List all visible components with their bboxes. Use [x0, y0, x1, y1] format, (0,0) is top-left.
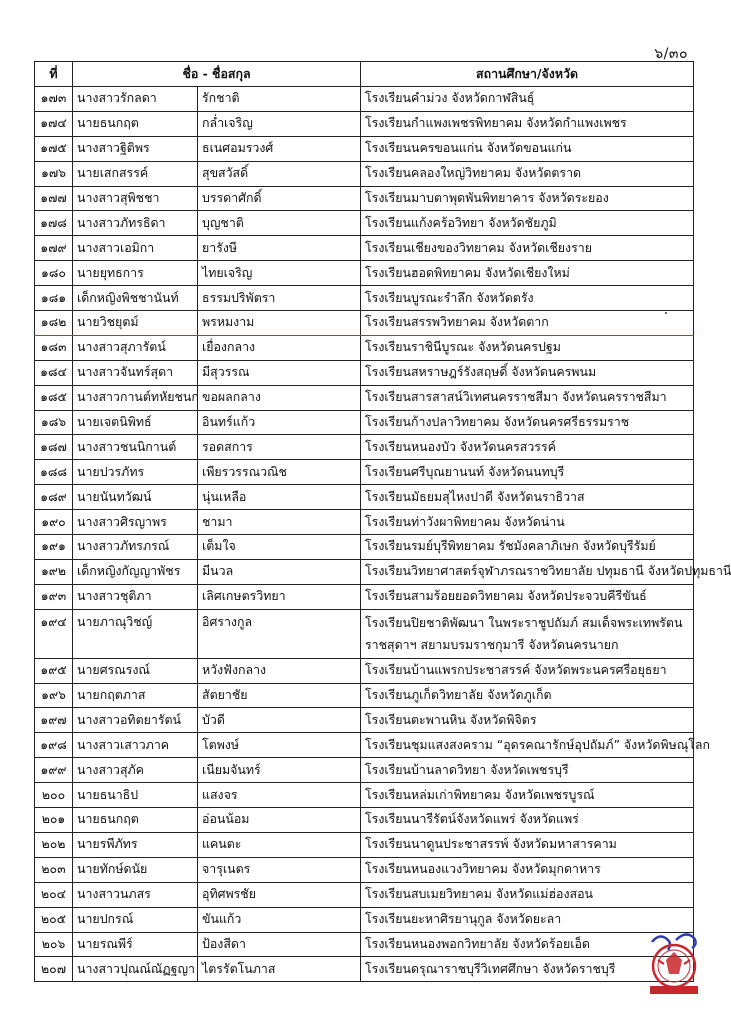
row-number: ๑๘๗	[35, 435, 73, 460]
school-province: โรงเรียนกำแพงเพชรพิทยาคม จังหวัดกำแพงเพชร	[361, 111, 694, 136]
school-province: โรงเรียนยะหาศิรยานุกูล จังหวัดยะลา	[361, 907, 694, 932]
row-number: ๑๘๔	[35, 360, 73, 385]
school-province: โรงเรียนภูเก็ตวิทยาลัย จังหวัดภูเก็ต	[361, 683, 694, 708]
student-name: นางสาวนภสร	[73, 882, 198, 907]
school-province: โรงเรียนคำม่วง จังหวัดกาฬสินธุ์	[361, 87, 694, 112]
student-surname: ธรรมปริพัตรา	[198, 286, 361, 311]
school-province: โรงเรียนมาบตาพุดพันพิทยาคาร จังหวัดระยอง	[361, 186, 694, 211]
student-name: นางสาวภัทรธิดา	[73, 211, 198, 236]
school-province: โรงเรียนชุมแสงสงคราม “อุดรคณารักษ์อุปถัมภ์” จังหวัดพิษณุโลก	[361, 733, 694, 758]
student-name: นางสาวเสาวภาค	[73, 733, 198, 758]
stray-mark	[665, 312, 667, 314]
row-number: ๑๘๒	[35, 311, 73, 336]
student-surname: ธเนศอมรวงศ์	[198, 136, 361, 161]
school-province: โรงเรียนสรรพวิทยาคม จังหวัดตาก	[361, 311, 694, 336]
student-name: นายธนกฤต	[73, 808, 198, 833]
student-surname: รักชาติ	[198, 87, 361, 112]
table-row	[35, 111, 694, 136]
table-row	[35, 211, 694, 236]
student-surname: อิศรางกูล	[198, 609, 361, 658]
student-surname: บุญชาติ	[198, 211, 361, 236]
student-name: นายรณพีร์	[73, 932, 198, 957]
student-surname: เต็มใจ	[198, 535, 361, 560]
school-province: โรงเรียนตะพานหิน จังหวัดพิจิตร	[361, 708, 694, 733]
school-province: โรงเรียนก้างปลาวิทยาคม จังหวัดนครศรีธรรมราช	[361, 410, 694, 435]
row-number: ๑๙๑	[35, 535, 73, 560]
student-surname: โตพงษ์	[198, 733, 361, 758]
table-row	[35, 758, 694, 783]
student-name: นายยุทธการ	[73, 261, 198, 286]
school-province: โรงเรียนสหราษฎร์รังสฤษดิ์ จังหวัดนครพนม	[361, 360, 694, 385]
student-surname: มีนวล	[198, 559, 361, 584]
student-surname: กล่ำเจริญ	[198, 111, 361, 136]
student-surname: อุทิศพรชัย	[198, 882, 361, 907]
student-surname: อินทร์แก้ว	[198, 410, 361, 435]
table-row	[35, 335, 694, 360]
student-surname: จารุเนตร	[198, 857, 361, 882]
school-province: โรงเรียนรมย์บุรีพิทยาคม รัชมังคลาภิเษก จังหวัดบุรีรัมย์	[361, 535, 694, 560]
school-province: โรงเรียนหล่มเก่าพิทยาคม จังหวัดเพชรบูรณ์	[361, 783, 694, 808]
row-number: ๑๘๕	[35, 385, 73, 410]
student-name: นางสาวฐิติพร	[73, 136, 198, 161]
student-surname: นุ่นเหลือ	[198, 485, 361, 510]
header-no: ที่	[35, 62, 73, 87]
row-number: ๑๙๔	[35, 609, 73, 658]
row-number: ๑๗๓	[35, 87, 73, 112]
table-row	[35, 485, 694, 510]
table-row	[35, 186, 694, 211]
student-surname: ไทยเจริญ	[198, 261, 361, 286]
student-name: นายธนกฤต	[73, 111, 198, 136]
table-row	[35, 808, 694, 833]
table-row	[35, 261, 694, 286]
school-province: โรงเรียนหนองพอกวิทยาลัย จังหวัดร้อยเอ็ด	[361, 932, 694, 957]
table-row	[35, 435, 694, 460]
table-row	[35, 882, 694, 907]
table-header-row	[35, 62, 694, 87]
student-name: นางสาวจันทร์สุดา	[73, 360, 198, 385]
student-name: นายเสกสรรค์	[73, 161, 198, 186]
student-name: นายกฤตภาส	[73, 683, 198, 708]
table-row	[35, 460, 694, 485]
school-province: โรงเรียนเชียงของวิทยาคม จังหวัดเชียงราย	[361, 236, 694, 261]
row-number: ๑๙๗	[35, 708, 73, 733]
table-row	[35, 535, 694, 560]
row-number: ๑๙๘	[35, 733, 73, 758]
table-row	[35, 360, 694, 385]
school-province: โรงเรียนนารีรัตน์จังหวัดแพร่ จังหวัดแพร่	[361, 808, 694, 833]
table-row	[35, 733, 694, 758]
student-surname: บัวดี	[198, 708, 361, 733]
header-school: สถานศึกษา/จังหวัด	[361, 62, 694, 87]
table-row	[35, 311, 694, 336]
table-row	[35, 857, 694, 882]
table-row	[35, 510, 694, 535]
student-surname: เยื่องกลาง	[198, 335, 361, 360]
school-province: โรงเรียนฮอดพิทยาคม จังหวัดเชียงใหม่	[361, 261, 694, 286]
table-row	[35, 708, 694, 733]
row-number: ๑๙๐	[35, 510, 73, 535]
header-name: ชื่อ - ชื่อสกุล	[73, 62, 361, 87]
page-number: ๖/๓๐	[654, 46, 688, 62]
table-row	[35, 584, 694, 609]
school-province: โรงเรียนหนองบัว จังหวัดนครสวรรค์	[361, 435, 694, 460]
school-province: โรงเรียนคลองใหญ่วิทยาคม จังหวัดตราด	[361, 161, 694, 186]
table-row	[35, 683, 694, 708]
student-name: นางสาวสุภัค	[73, 758, 198, 783]
student-surname: พรหมงาม	[198, 311, 361, 336]
student-name: นายธนาธิป	[73, 783, 198, 808]
student-surname: สุขสวัสดิ์	[198, 161, 361, 186]
table-row	[35, 957, 694, 982]
student-surname: แสงจร	[198, 783, 361, 808]
student-name: นางสาวเอมิกา	[73, 236, 198, 261]
row-number: ๑๘๖	[35, 410, 73, 435]
student-surname: เนียมจันทร์	[198, 758, 361, 783]
school-province: โรงเรียนบ้านแพรกประชาสรรค์ จังหวัดพระนครศรีอยุธยา	[361, 658, 694, 683]
row-number: ๑๗๗	[35, 186, 73, 211]
student-name: นายปวรภัทร	[73, 460, 198, 485]
school-province: โรงเรียนวิทยาศาสตร์จุฬาภรณราชวิทยาลัย ปทุมธานี จังหวัดปทุมธานี	[361, 559, 694, 584]
school-province: โรงเรียนบูรณะรำลึก จังหวัดตรัง	[361, 286, 694, 311]
row-number: ๑๘๘	[35, 460, 73, 485]
student-surname: เพียรวรรณวณิช	[198, 460, 361, 485]
table-row	[35, 286, 694, 311]
student-surname: ขอผลกลาง	[198, 385, 361, 410]
table-row	[35, 410, 694, 435]
row-number: ๑๗๘	[35, 211, 73, 236]
student-surname: เลิศเกษตรวิทยา	[198, 584, 361, 609]
student-surname: มีสุวรรณ	[198, 360, 361, 385]
student-name: นางสาวกานต์ทหัยชนก	[73, 385, 198, 410]
table-row	[35, 559, 694, 584]
student-name: นายนันทวัฒน์	[73, 485, 198, 510]
student-surname: แคนตะ	[198, 832, 361, 857]
student-name: เด็กหญิงพิชชานันท์	[73, 286, 198, 311]
student-roster-table	[34, 61, 731, 982]
row-number: ๑๗๙	[35, 236, 73, 261]
student-surname: อ่อนน้อม	[198, 808, 361, 833]
school-province: โรงเรียนราชินีบูรณะ จังหวัดนครปฐม	[361, 335, 694, 360]
student-surname: รอดสการ	[198, 435, 361, 460]
table-row	[35, 236, 694, 261]
row-number: ๑๗๕	[35, 136, 73, 161]
table-row	[35, 87, 694, 112]
row-number: ๑๘๐	[35, 261, 73, 286]
table-row	[35, 658, 694, 683]
student-name: นางสาวภัทรภรณ์	[73, 535, 198, 560]
student-name: นางสาวสุภารัตน์	[73, 335, 198, 360]
student-name: นายเจตนิพิทธ์	[73, 410, 198, 435]
table-row	[35, 161, 694, 186]
table-row	[35, 609, 694, 658]
school-province: โรงเรียนสารสาสน์วิเทศนครราชสีมา จังหวัดนครราชสีมา	[361, 385, 694, 410]
row-number: ๒๐๑	[35, 808, 73, 833]
student-name: นางสาวสุพิชชา	[73, 186, 198, 211]
table-row	[35, 932, 694, 957]
row-number: ๑๙๙	[35, 758, 73, 783]
school-province: โรงเรียนแก้งคร้อวิทยา จังหวัดชัยภูมิ	[361, 211, 694, 236]
student-name: นายศรณรงณ์	[73, 658, 198, 683]
school-province: โรงเรียนปิยชาติพัฒนา ในพระราชูปถัมภ์ สมเด็จพระเทพรัตนราชสุดาฯ สยามบรมราชกุมารี จังหวัดนครนายก	[361, 609, 694, 658]
row-number: ๑๙๖	[35, 683, 73, 708]
row-number: ๑๙๒	[35, 559, 73, 584]
student-name: เด็กหญิงกัญญาพัชร	[73, 559, 198, 584]
row-number: ๑๘๙	[35, 485, 73, 510]
row-number: ๑๙๓	[35, 584, 73, 609]
official-seal-stamp	[646, 930, 702, 996]
student-name: นายวิชยุตม์	[73, 311, 198, 336]
table-row	[35, 832, 694, 857]
student-surname: ไตรรัตโนภาส	[198, 957, 361, 982]
school-province: โรงเรียนนาดูนประชาสรรพ์ จังหวัดมหาสารคาม	[361, 832, 694, 857]
table-row	[35, 783, 694, 808]
row-number: ๒๐๔	[35, 882, 73, 907]
student-name: นางสาวปุณณ์ณัฏฐญา	[73, 957, 198, 982]
table-body	[35, 87, 731, 982]
school-province: โรงเรียนท่าวังผาพิทยาคม จังหวัดน่าน	[361, 510, 694, 535]
student-surname: ชามา	[198, 510, 361, 535]
school-province: โรงเรียนสบเมยวิทยาคม จังหวัดแม่ฮ่องสอน	[361, 882, 694, 907]
table-row	[35, 907, 694, 932]
school-province: โรงเรียนดรุณาราชบุรีวิเทศศึกษา จังหวัดราชบุรี	[361, 957, 694, 982]
school-province: โรงเรียนมัธยมสุไหงปาดี จังหวัดนราธิวาส	[361, 485, 694, 510]
student-surname: หวังฟังกลาง	[198, 658, 361, 683]
school-province: โรงเรียนนครขอนแก่น จังหวัดขอนแก่น	[361, 136, 694, 161]
student-surname: สัตยาชัย	[198, 683, 361, 708]
student-name: นางสาวอทิตยารัตน์	[73, 708, 198, 733]
student-name: นางสาวศิรญาพร	[73, 510, 198, 535]
table-row	[35, 136, 694, 161]
row-number: ๒๐๓	[35, 857, 73, 882]
student-name: นายปกรณ์	[73, 907, 198, 932]
student-surname: ขันแก้ว	[198, 907, 361, 932]
student-name: นายภาณุวิชญ์	[73, 609, 198, 658]
row-number: ๑๗๖	[35, 161, 73, 186]
student-surname: ยารังษี	[198, 236, 361, 261]
row-number: ๒๐๕	[35, 907, 73, 932]
student-surname: ป้องสีดา	[198, 932, 361, 957]
student-name: นายทักษ์ดนัย	[73, 857, 198, 882]
table-row	[35, 385, 694, 410]
student-surname: บรรดาศักดิ์	[198, 186, 361, 211]
row-number: ๑๙๕	[35, 658, 73, 683]
row-number: ๑๗๔	[35, 111, 73, 136]
school-province: โรงเรียนศรีบุณยานนท์ จังหวัดนนทบุรี	[361, 460, 694, 485]
row-number: ๒๐๒	[35, 832, 73, 857]
row-number: ๒๐๗	[35, 957, 73, 982]
row-number: ๒๐๖	[35, 932, 73, 957]
school-province: โรงเรียนสามร้อยยอดวิทยาคม จังหวัดประจวบคีรีขันธ์	[361, 584, 694, 609]
student-name: นางสาวชนนิกานต์	[73, 435, 198, 460]
row-number: ๑๘๑	[35, 286, 73, 311]
school-province: โรงเรียนหนองแวงวิทยาคม จังหวัดมุกดาหาร	[361, 857, 694, 882]
row-number: ๑๘๓	[35, 335, 73, 360]
row-number: ๒๐๐	[35, 783, 73, 808]
school-province: โรงเรียนบ้านลาดวิทยา จังหวัดเพชรบุรี	[361, 758, 694, 783]
student-name: นางสาวรักลดา	[73, 87, 198, 112]
student-name: นางสาวชุติภา	[73, 584, 198, 609]
student-name: นายรพีภัทร	[73, 832, 198, 857]
